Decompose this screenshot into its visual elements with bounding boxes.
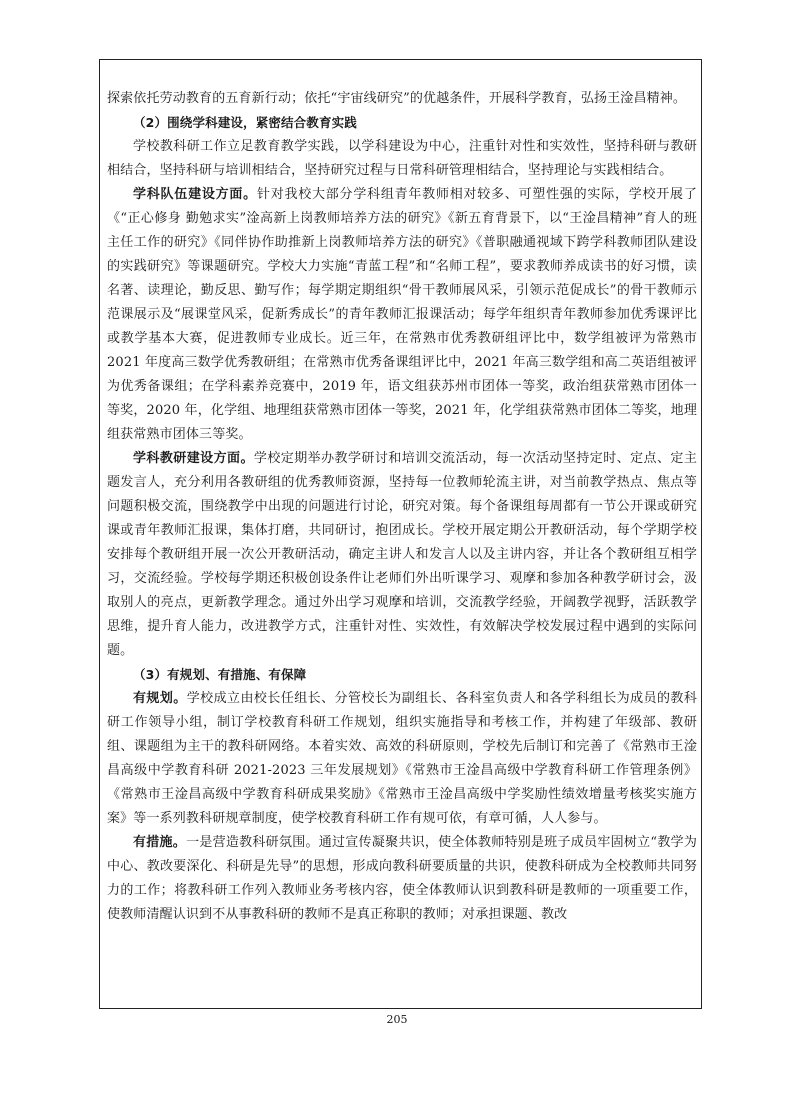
page-number: 205 — [386, 1013, 408, 1026]
paragraph-measures: 有措施。一是营造教科研氛围。通过宣传凝聚共识，使全体教师特别是班子成员牢固树立“教学为中心、教改要深化、科研是先导”的思想，形成向教科研要质量的共识，使教科研成为全校教师共同努力的工作；将教科研工作列入教师业务考核内容，使全体教师认识到教科研是教师的一项重要工作，使教师清醒认识到不从事教科研的教师不是真正称职的教师；对承担课题、教改 — [107, 835, 697, 922]
lead-phrase: 有规划。 — [133, 691, 187, 706]
paragraph-overview: 学校教科研工作立足教育教学实践，以学科建设为中心，注重针对性和实效性，坚持科研与教研相结合，坚持科研与培训相结合，坚持研究过程与日常科研管理相结合，坚持理论与实践相结合。 — [107, 139, 697, 178]
paragraph-team-building: 学科队伍建设方面。针对我校大部分学科组青年教师相对较多、可塑性强的实际，学校开展了《“正心修身 勤勉求实”淦高新上岗教师培养方法的研究》《新五育背景下，以“王淦昌精神”育人的班主任工作的研究》《同伴协作助推新上岗教师培养方法的研究》《普职融通视域下跨学科教师团队建设的实践研究》等课题研究。学校大力实施“青蓝工程”和“名师工程”，要求教师养成读书的好习惯，读名著、读理论，勤反思、勤写作；每学期定期组织“骨干教师展风采，引领示范促成长”的骨干教师示范课展示及“展课堂风采，促新秀成长”的青年教师汇报课活动；每学年组织青年教师参加优秀课评比或教学基本大赛，促进教师专业成长。近三年，在常熟市优秀教研组评比中，数学组被评为常熟市 2021 年度高三数学优秀教研组；在常熟市优秀备课组评比中，2021 年高三数学组和高二英语组被评为优秀备课组；在学科素养竞赛中，2019 年，语文组获苏州市团体一等奖，政治组获常熟市团体一等奖，2020 年，化学组、地理组获常熟市团体一等奖，2021 年，化学组获常熟市团体二等奖，地理组获常熟市团体三等奖。 — [107, 187, 697, 442]
section-heading-2: （2）围绕学科建设，紧密结合教育实践 — [133, 115, 357, 130]
document-body — [107, 87, 697, 927]
lead-phrase: 有措施。 — [133, 835, 187, 850]
paragraph-intro: 探索依托劳动教育的五育新行动；依托“宇宙线研究”的优越条件，开展科学教育，弘扬王淦昌精神。 — [107, 91, 687, 106]
lead-phrase: 学科队伍建设方面。 — [133, 187, 257, 202]
paragraph-planning: 有规划。学校成立由校长任组长、分管校长为副组长、各科室负责人和各学科组长为成员的教科研工作领导小组，制订学校教育科研工作规划，组织实施指导和考核工作，并构建了年级部、教研组、课题组为主干的教科研网络。本着实效、高效的科研原则，学校先后制订和完善了《常熟市王淦昌高级中学教育科研 2021-2023 三年发展规划》《常熟市王淦昌高级中学教育科研工作管理条例》《常熟市王淦昌高级中学教育科研成果奖励》《常熟市王淦昌高级中学奖励性绩效增量考核奖实施方案》等一系列教科研规章制度，使学校教育科研工作有规可依，有章可循，人人参与。 — [107, 691, 697, 826]
section-heading-3: （3）有规划、有措施、有保障 — [133, 667, 307, 682]
paragraph-research-building: 学科教研建设方面。学校定期举办教学研讨和培训交流活动，每一次活动坚持定时、定点、定主题发言人，充分利用各教研组的优秀教师资源，坚持每一位教师轮流主讲，对当前教学热点、焦点等问题积极交流，围绕教学中出现的问题进行讨论，研究对策。每个备课组每周都有一节公开课或研究课或青年教师汇报课，集体打磨，共同研讨，抱团成长。学校开展定期公开教研活动，每个学期学校安排每个教研组开展一次公开教研活动，确定主讲人和发言人以及主讲内容，并让各个教研组互相学习，交流经验。学校每学期还积极创设条件让老师们外出听课学习、观摩和参加各种教学研讨会，汲取别人的亮点，更新教学理念。通过外出学习观摩和培训，交流教学经验，开阔教学视野，活跃教学思维，提升育人能力，改进教学方式，注重针对性、实效性，有效解决学校发展过程中遇到的实际问题。 — [107, 451, 697, 658]
lead-phrase: 学科教研建设方面。 — [133, 451, 254, 466]
